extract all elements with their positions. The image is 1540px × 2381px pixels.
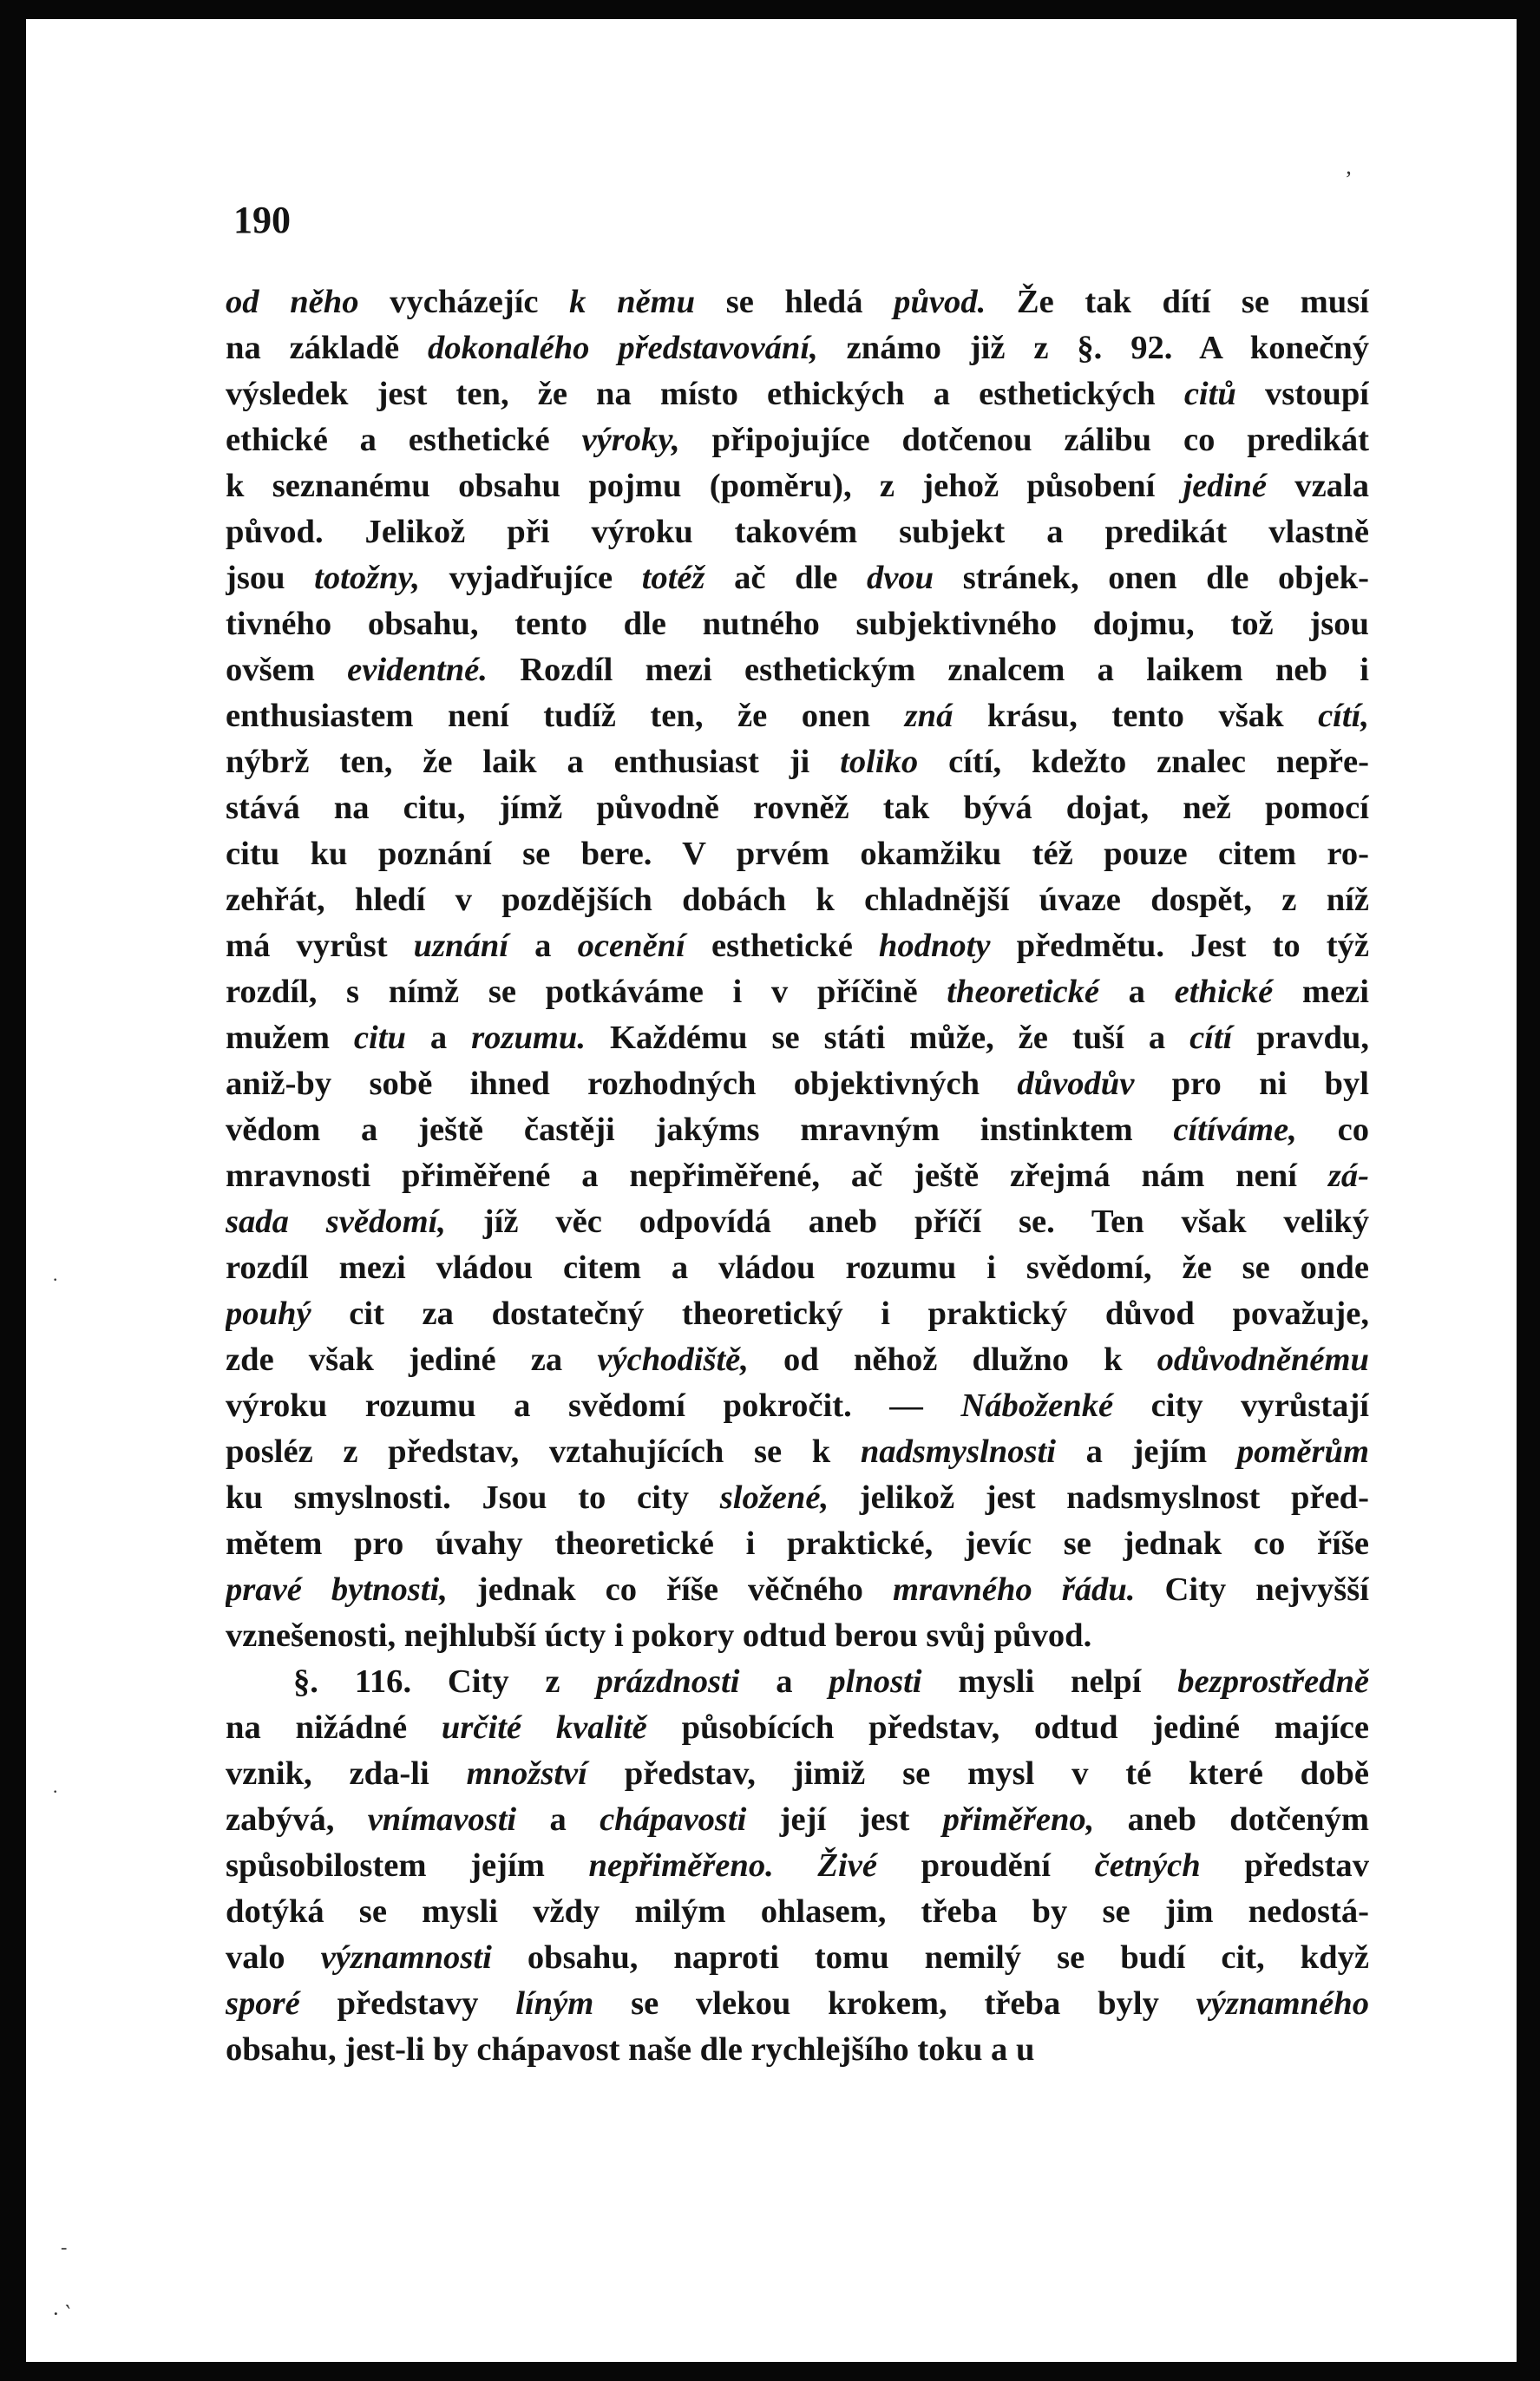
- italic-term: jediné: [1183, 468, 1268, 504]
- text-run: nýbrž ten, že laik a enthusiast ji: [226, 744, 841, 780]
- text-run: spůsobilostem jejím: [226, 1847, 589, 1884]
- text-line: [226, 1291, 1369, 1337]
- italic-term: nepřiměřeno.: [588, 1847, 774, 1884]
- text-run: obsahu, jest-li by chápavost naše dle rychlejšího toku a u: [226, 2031, 1035, 2068]
- text-run: cítí, kdežto znalec nepře-: [918, 744, 1369, 780]
- italic-term: citu: [353, 1020, 406, 1056]
- text-line: [226, 509, 1369, 555]
- italic-term: Náboženké: [960, 1387, 1114, 1424]
- italic-term: toliko: [840, 744, 919, 780]
- text-run: mravnosti přiměřené a nepřiměřené, ač ještě zřejmá nám není: [226, 1158, 1328, 1194]
- italic-term: poměrům: [1236, 1433, 1369, 1470]
- text-run: posléz z představ, vztahujících se k: [226, 1433, 861, 1470]
- italic-term: určité kvalitě: [441, 1709, 647, 1746]
- italic-term: evidentné.: [347, 652, 488, 688]
- text-run: cit za dostatečný theoretický i praktický důvod považuje,: [311, 1295, 1369, 1332]
- italic-term: odůvodněnému: [1157, 1341, 1369, 1378]
- italic-term: totožny,: [314, 560, 420, 596]
- italic-term: původ.: [894, 284, 986, 320]
- text-run: City nejvyšší: [1135, 1571, 1369, 1608]
- text-run: vzala: [1267, 468, 1369, 504]
- text-run: působících představ, odtud jediné majíce: [646, 1709, 1369, 1746]
- text-run: citu ku poznání se bere. V prvém okamžiku též pouze citem ro-: [226, 836, 1369, 872]
- text-run: valo: [226, 1939, 321, 1976]
- text-line: [226, 1981, 1369, 2027]
- text-line: [226, 1383, 1369, 1429]
- italic-term: mravného řádu.: [892, 1571, 1136, 1608]
- text-run: pro ni byl: [1134, 1066, 1369, 1102]
- italic-term: Živé: [817, 1847, 877, 1884]
- text-run: zde však jediné za: [226, 1341, 598, 1378]
- margin-speck: -: [61, 2236, 68, 2258]
- text-line: [226, 831, 1369, 877]
- text-run: enthusiastem není tudíž ten, že onen: [226, 698, 905, 734]
- body-text: [226, 279, 1369, 2073]
- margin-speck: · ‵: [52, 2301, 71, 2326]
- italic-term: od něho: [226, 284, 359, 320]
- text-run: Rozdíl mezi esthetickým znalcem a laikem neb i: [487, 652, 1369, 688]
- text-run: tivného obsahu, tento dle nutného subjektivného dojmu, tož jsou: [226, 606, 1369, 642]
- italic-term: významného: [1196, 1985, 1369, 2022]
- italic-term: četných: [1094, 1847, 1201, 1884]
- text-run: proudění: [876, 1847, 1095, 1884]
- text-line: [226, 371, 1369, 417]
- text-line: [226, 1935, 1369, 1981]
- text-run: výroku rozumu a svědomí pokročit. —: [226, 1387, 961, 1424]
- text-line: [226, 1797, 1369, 1843]
- text-run: ovšem: [226, 652, 348, 688]
- text-line: [226, 1659, 1369, 1705]
- text-line: [226, 555, 1369, 601]
- text-run: mezi: [1273, 974, 1369, 1010]
- text-run: jsou: [226, 560, 315, 596]
- text-run: dotýká se mysli vždy milým ohlasem, třeba by se jim nedostá-: [226, 1893, 1369, 1930]
- text-run: známo již z §. 92. A konečný: [817, 330, 1369, 366]
- italic-term: zá-: [1327, 1158, 1369, 1194]
- text-run: představy: [299, 1985, 516, 2022]
- text-run: stává na citu, jímž původně rovněž tak bývá dojat, než pomocí: [226, 790, 1369, 826]
- text-run: ethické a esthetické: [226, 422, 582, 458]
- italic-term: zná: [904, 698, 953, 734]
- italic-term: výroky,: [581, 422, 680, 458]
- text-run: a: [739, 1663, 829, 1700]
- text-line: [226, 969, 1369, 1015]
- text-run: k seznanému obsahu pojmu (poměru), z jehož působení: [226, 468, 1183, 504]
- book-page: [26, 19, 1517, 2362]
- text-run: jednak co říše věčného: [447, 1571, 893, 1608]
- text-run: představ, jimiž se mysl v té které době: [587, 1755, 1369, 1792]
- italic-term: cítí: [1189, 1020, 1233, 1056]
- margin-speck: ·: [52, 1269, 59, 1290]
- page-number: 190: [233, 199, 291, 241]
- text-run: vyjadřujíce: [420, 560, 642, 596]
- text-run: vstoupí: [1235, 376, 1369, 412]
- text-run: vznik, zda-li: [226, 1755, 467, 1792]
- text-run: esthetické: [685, 928, 879, 964]
- text-run: §. 116. City z: [293, 1663, 597, 1700]
- text-run: co: [1296, 1112, 1369, 1148]
- italic-term: dvou: [866, 560, 934, 596]
- text-run: city vyrůstají: [1113, 1387, 1369, 1424]
- text-run: krásu, tento však: [953, 698, 1319, 734]
- text-run: [774, 1847, 818, 1884]
- italic-term: k němu: [569, 284, 696, 320]
- text-line: [226, 1429, 1369, 1475]
- text-line: [226, 693, 1369, 739]
- text-run: a: [508, 928, 578, 964]
- italic-term: citů: [1183, 376, 1236, 412]
- text-line: [226, 325, 1369, 371]
- text-line: [226, 279, 1369, 325]
- italic-term: prázdnosti: [596, 1663, 740, 1700]
- text-line: [226, 2027, 1369, 2073]
- text-run: její jest: [746, 1801, 943, 1838]
- text-line: [226, 785, 1369, 831]
- text-line: [226, 601, 1369, 647]
- text-line: [226, 1889, 1369, 1935]
- italic-term: sporé: [226, 1985, 300, 2022]
- italic-term: přiměřeno,: [942, 1801, 1095, 1838]
- text-run: rozdíl mezi vládou citem a vládou rozumu i svědomí, že se onde: [226, 1250, 1369, 1286]
- text-run: aniž-by sobě ihned rozhodných objektivných: [226, 1066, 1018, 1102]
- text-run: jelikož jest nadsmyslnost před-: [829, 1479, 1369, 1516]
- text-line: [226, 1751, 1369, 1797]
- text-run: ku smyslnosti. Jsou to city: [226, 1479, 720, 1516]
- text-run: na nižádné: [226, 1709, 442, 1746]
- text-run: obsahu, naproti tomu nemilý se budí cit, když: [491, 1939, 1369, 1976]
- italic-term: složené,: [719, 1479, 829, 1516]
- italic-term: pouhý: [226, 1295, 311, 1332]
- text-line: [226, 1245, 1369, 1291]
- italic-term: množství: [466, 1755, 587, 1792]
- text-run: zehřát, hledí v pozdějších dobách k chladnější úvaze dospět, z níž: [226, 882, 1369, 918]
- text-run: a: [405, 1020, 472, 1056]
- italic-term: rozumu.: [471, 1020, 587, 1056]
- text-line: [226, 1337, 1369, 1383]
- italic-term: hodnoty: [878, 928, 991, 964]
- text-run: se vlekou krokem, třeba byly: [593, 1985, 1196, 2022]
- italic-term: plnosti: [829, 1663, 922, 1700]
- text-run: vědom a ještě častěji jakýms mravným instinktem: [226, 1112, 1174, 1148]
- italic-term: dokonalého představování,: [427, 330, 818, 366]
- italic-term: pravé bytnosti,: [226, 1571, 448, 1608]
- text-run: na základě: [226, 330, 428, 366]
- italic-term: vnímavosti: [367, 1801, 517, 1838]
- text-run: vycházejíc: [358, 284, 570, 320]
- text-line: [226, 417, 1369, 463]
- text-run: původ. Jelikož při výroku takovém subjekt a predikát vlastně: [226, 514, 1369, 550]
- text-line: [226, 1107, 1369, 1153]
- text-line: [226, 1705, 1369, 1751]
- italic-term: sada svědomí,: [226, 1204, 446, 1240]
- text-line: [226, 1061, 1369, 1107]
- text-line: [226, 1843, 1369, 1889]
- italic-term: cítí,: [1318, 698, 1369, 734]
- text-run: jíž věc odpovídá aneb příčí se. Ten však veliký: [445, 1204, 1369, 1240]
- text-run: od něhož dlužno k: [748, 1341, 1157, 1378]
- italic-term: theoretické: [947, 974, 1099, 1010]
- text-line: [226, 647, 1369, 693]
- text-run: zabývá,: [226, 1801, 368, 1838]
- text-line: [226, 1153, 1369, 1199]
- text-line: [226, 1475, 1369, 1521]
- text-run: ač dle: [704, 560, 867, 596]
- text-run: mětem pro úvahy theoretické i praktické, jevíc se jednak co říše: [226, 1525, 1369, 1562]
- italic-term: nadsmyslnosti: [860, 1433, 1056, 1470]
- text-line: [226, 1567, 1369, 1613]
- text-run: mužem: [226, 1020, 354, 1056]
- text-line: [226, 463, 1369, 509]
- text-line: [226, 739, 1369, 785]
- italic-term: ethické: [1174, 974, 1274, 1010]
- text-line: [226, 923, 1369, 969]
- text-run: Že tak dítí se musí: [986, 284, 1369, 320]
- italic-term: totéž: [641, 560, 705, 596]
- text-run: aneb dotčeným: [1094, 1801, 1369, 1838]
- italic-term: cítíváme,: [1173, 1112, 1297, 1148]
- italic-term: východiště,: [597, 1341, 749, 1378]
- italic-term: líným: [515, 1985, 594, 2022]
- text-run: vznešenosti, nejhlubší úcty i pokory odtud berou svůj původ.: [226, 1617, 1092, 1654]
- text-run: představ: [1200, 1847, 1369, 1884]
- italic-term: uznání: [413, 928, 509, 964]
- text-line: [226, 1521, 1369, 1567]
- text-run: předmětu. Jest to týž: [990, 928, 1369, 964]
- italic-term: bezprostředně: [1177, 1663, 1369, 1700]
- text-run: pravdu,: [1232, 1020, 1369, 1056]
- text-run: mysli nelpí: [921, 1663, 1178, 1700]
- margin-mark: ’: [1345, 167, 1353, 192]
- text-line: [226, 1613, 1369, 1659]
- text-run: a: [516, 1801, 600, 1838]
- text-run: a: [1099, 974, 1175, 1010]
- text-run: výsledek jest ten, že na místo ethických a esthetických: [226, 376, 1184, 412]
- text-run: a jejím: [1055, 1433, 1237, 1470]
- text-line: [226, 877, 1369, 923]
- text-line: [226, 1015, 1369, 1061]
- text-run: stránek, onen dle objek-: [934, 560, 1369, 596]
- italic-term: důvodův: [1017, 1066, 1135, 1102]
- text-run: má vyrůst: [226, 928, 414, 964]
- text-run: se hledá: [695, 284, 895, 320]
- text-run: připojujíce dotčenou zálibu co predikát: [679, 422, 1369, 458]
- text-line: [226, 1199, 1369, 1245]
- margin-speck: ·: [52, 1781, 59, 1802]
- italic-term: chápavosti: [600, 1801, 747, 1838]
- italic-term: významnosti: [320, 1939, 492, 1976]
- text-run: rozdíl, s nímž se potkáváme i v příčině: [226, 974, 947, 1010]
- italic-term: ocenění: [577, 928, 685, 964]
- text-run: Každému se státi může, že tuší a: [586, 1020, 1190, 1056]
